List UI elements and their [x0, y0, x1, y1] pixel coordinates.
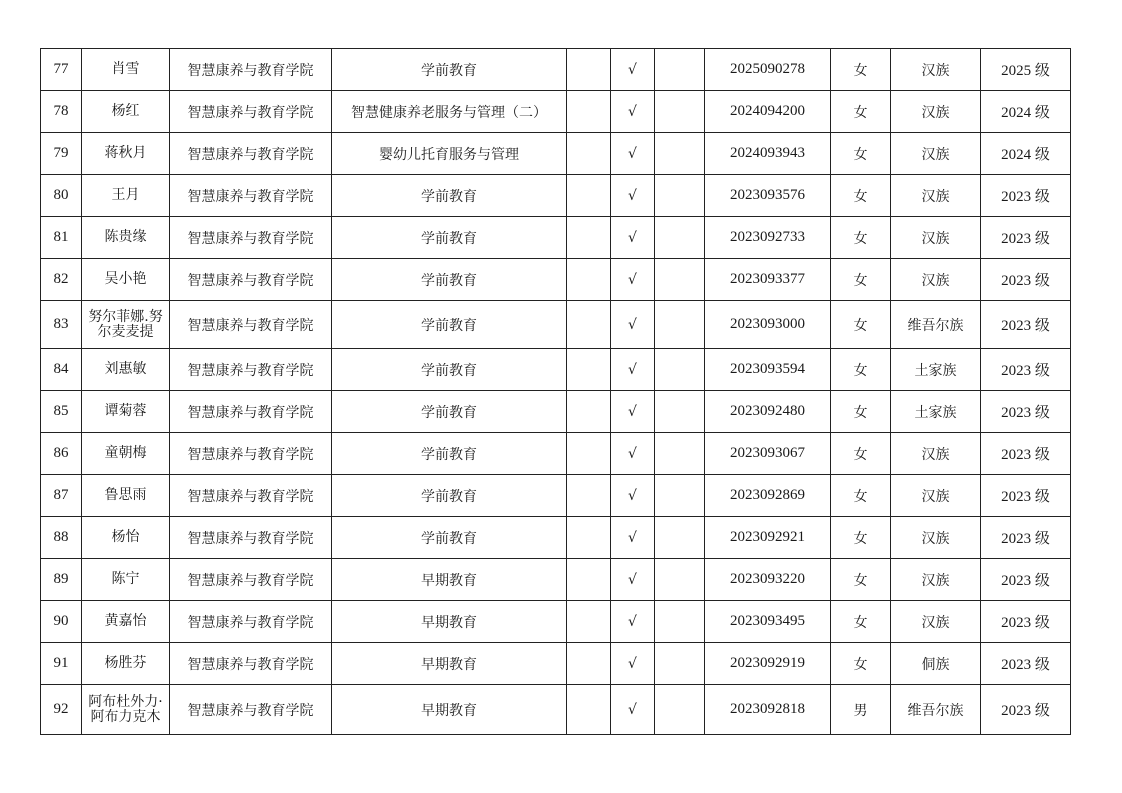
major: 早期教育 — [332, 559, 567, 601]
table-row — [41, 643, 1071, 685]
gender: 女 — [831, 49, 891, 91]
major: 学前教育 — [332, 217, 567, 259]
student-id: 2023092919 — [705, 643, 831, 685]
row-number: 80 — [41, 175, 82, 217]
check-mark: √ — [611, 175, 655, 217]
blank-cell — [655, 643, 705, 685]
check-mark: √ — [611, 475, 655, 517]
check-mark: √ — [611, 217, 655, 259]
major: 早期教育 — [332, 601, 567, 643]
student-name: 童朝梅 — [82, 433, 170, 475]
row-number: 90 — [41, 601, 82, 643]
student-id: 2023092869 — [705, 475, 831, 517]
grade: 2023 级 — [981, 175, 1071, 217]
gender: 女 — [831, 391, 891, 433]
row-number: 78 — [41, 91, 82, 133]
student-name: 陈贵缘 — [82, 217, 170, 259]
row-number: 86 — [41, 433, 82, 475]
blank-cell — [567, 91, 611, 133]
ethnicity: 汉族 — [891, 259, 981, 301]
ethnicity: 侗族 — [891, 643, 981, 685]
blank-cell — [655, 175, 705, 217]
college: 智慧康养与教育学院 — [170, 133, 332, 175]
blank-cell — [567, 301, 611, 349]
college: 智慧康养与教育学院 — [170, 559, 332, 601]
table-row — [41, 391, 1071, 433]
grade: 2023 级 — [981, 643, 1071, 685]
blank-cell — [655, 391, 705, 433]
student-id: 2023093377 — [705, 259, 831, 301]
blank-cell — [567, 517, 611, 559]
major: 学前教育 — [332, 475, 567, 517]
check-mark: √ — [611, 685, 655, 735]
grade: 2023 级 — [981, 259, 1071, 301]
ethnicity: 汉族 — [891, 601, 981, 643]
major: 学前教育 — [332, 301, 567, 349]
blank-cell — [655, 601, 705, 643]
grade: 2023 级 — [981, 475, 1071, 517]
grade: 2023 级 — [981, 301, 1071, 349]
student-id: 2023093000 — [705, 301, 831, 349]
table-row — [41, 133, 1071, 175]
student-roster-table — [40, 48, 1071, 735]
row-number: 82 — [41, 259, 82, 301]
blank-cell — [567, 175, 611, 217]
major: 学前教育 — [332, 49, 567, 91]
grade: 2025 级 — [981, 49, 1071, 91]
blank-cell — [567, 559, 611, 601]
gender: 女 — [831, 559, 891, 601]
grade: 2023 级 — [981, 517, 1071, 559]
check-mark: √ — [611, 49, 655, 91]
table-row — [41, 433, 1071, 475]
blank-cell — [567, 259, 611, 301]
blank-cell — [567, 349, 611, 391]
table-row — [41, 349, 1071, 391]
ethnicity: 维吾尔族 — [891, 301, 981, 349]
student-id: 2025090278 — [705, 49, 831, 91]
blank-cell — [567, 433, 611, 475]
student-id: 2023093576 — [705, 175, 831, 217]
student-id: 2023093594 — [705, 349, 831, 391]
major: 学前教育 — [332, 391, 567, 433]
ethnicity: 土家族 — [891, 349, 981, 391]
major: 学前教育 — [332, 433, 567, 475]
blank-cell — [655, 301, 705, 349]
table-row — [41, 517, 1071, 559]
grade: 2023 级 — [981, 601, 1071, 643]
college: 智慧康养与教育学院 — [170, 391, 332, 433]
check-mark: √ — [611, 301, 655, 349]
student-name: 黄嘉怡 — [82, 601, 170, 643]
gender: 女 — [831, 643, 891, 685]
ethnicity: 维吾尔族 — [891, 685, 981, 735]
college: 智慧康养与教育学院 — [170, 91, 332, 133]
grade: 2023 级 — [981, 391, 1071, 433]
blank-cell — [655, 559, 705, 601]
check-mark: √ — [611, 433, 655, 475]
major: 早期教育 — [332, 643, 567, 685]
college: 智慧康养与教育学院 — [170, 49, 332, 91]
roster-body — [41, 49, 1071, 735]
student-name: 阿布杜外力·阿布力克木 — [82, 685, 170, 735]
student-name: 谭菊蓉 — [82, 391, 170, 433]
gender: 女 — [831, 175, 891, 217]
gender: 男 — [831, 685, 891, 735]
college: 智慧康养与教育学院 — [170, 175, 332, 217]
table-row — [41, 49, 1071, 91]
row-number: 79 — [41, 133, 82, 175]
student-name: 鲁思雨 — [82, 475, 170, 517]
student-name: 蒋秋月 — [82, 133, 170, 175]
table-row — [41, 475, 1071, 517]
student-name: 王月 — [82, 175, 170, 217]
check-mark: √ — [611, 517, 655, 559]
grade: 2023 级 — [981, 217, 1071, 259]
gender: 女 — [831, 217, 891, 259]
student-name: 杨胜芬 — [82, 643, 170, 685]
blank-cell — [655, 259, 705, 301]
major: 学前教育 — [332, 349, 567, 391]
blank-cell — [655, 49, 705, 91]
student-id: 2023092921 — [705, 517, 831, 559]
student-name: 肖雪 — [82, 49, 170, 91]
student-id: 2023093495 — [705, 601, 831, 643]
student-id: 2023092818 — [705, 685, 831, 735]
student-name: 陈宁 — [82, 559, 170, 601]
check-mark: √ — [611, 559, 655, 601]
blank-cell — [655, 475, 705, 517]
blank-cell — [655, 349, 705, 391]
row-number: 84 — [41, 349, 82, 391]
ethnicity: 汉族 — [891, 433, 981, 475]
college: 智慧康养与教育学院 — [170, 685, 332, 735]
college: 智慧康养与教育学院 — [170, 217, 332, 259]
blank-cell — [567, 643, 611, 685]
college: 智慧康养与教育学院 — [170, 643, 332, 685]
grade: 2023 级 — [981, 685, 1071, 735]
ethnicity: 土家族 — [891, 391, 981, 433]
row-number: 89 — [41, 559, 82, 601]
student-name: 杨红 — [82, 91, 170, 133]
row-number: 88 — [41, 517, 82, 559]
grade: 2023 级 — [981, 433, 1071, 475]
gender: 女 — [831, 475, 891, 517]
student-id: 2023093067 — [705, 433, 831, 475]
ethnicity: 汉族 — [891, 91, 981, 133]
student-name: 刘惠敏 — [82, 349, 170, 391]
ethnicity: 汉族 — [891, 217, 981, 259]
ethnicity: 汉族 — [891, 475, 981, 517]
student-id: 2023092480 — [705, 391, 831, 433]
student-name: 杨怡 — [82, 517, 170, 559]
gender: 女 — [831, 259, 891, 301]
row-number: 77 — [41, 49, 82, 91]
college: 智慧康养与教育学院 — [170, 259, 332, 301]
major: 婴幼儿托育服务与管理 — [332, 133, 567, 175]
grade: 2023 级 — [981, 559, 1071, 601]
table-row — [41, 301, 1071, 349]
check-mark: √ — [611, 91, 655, 133]
table-row — [41, 259, 1071, 301]
check-mark: √ — [611, 133, 655, 175]
gender: 女 — [831, 133, 891, 175]
check-mark: √ — [611, 349, 655, 391]
check-mark: √ — [611, 601, 655, 643]
blank-cell — [567, 475, 611, 517]
grade: 2024 级 — [981, 133, 1071, 175]
student-name: 吴小艳 — [82, 259, 170, 301]
row-number: 81 — [41, 217, 82, 259]
table-row — [41, 559, 1071, 601]
gender: 女 — [831, 301, 891, 349]
blank-cell — [567, 133, 611, 175]
row-number: 91 — [41, 643, 82, 685]
grade: 2023 级 — [981, 349, 1071, 391]
blank-cell — [567, 217, 611, 259]
college: 智慧康养与教育学院 — [170, 433, 332, 475]
major: 早期教育 — [332, 685, 567, 735]
ethnicity: 汉族 — [891, 49, 981, 91]
check-mark: √ — [611, 391, 655, 433]
row-number: 85 — [41, 391, 82, 433]
blank-cell — [655, 685, 705, 735]
student-id: 2024094200 — [705, 91, 831, 133]
college: 智慧康养与教育学院 — [170, 475, 332, 517]
blank-cell — [567, 601, 611, 643]
table-row — [41, 217, 1071, 259]
ethnicity: 汉族 — [891, 133, 981, 175]
blank-cell — [655, 91, 705, 133]
table-row — [41, 175, 1071, 217]
check-mark: √ — [611, 259, 655, 301]
major: 学前教育 — [332, 259, 567, 301]
ethnicity: 汉族 — [891, 517, 981, 559]
student-name: 努尔菲娜.努尔麦麦提 — [82, 301, 170, 349]
blank-cell — [567, 49, 611, 91]
ethnicity: 汉族 — [891, 559, 981, 601]
major: 智慧健康养老服务与管理（二） — [332, 91, 567, 133]
blank-cell — [655, 217, 705, 259]
blank-cell — [655, 433, 705, 475]
row-number: 87 — [41, 475, 82, 517]
gender: 女 — [831, 91, 891, 133]
check-mark: √ — [611, 643, 655, 685]
blank-cell — [567, 391, 611, 433]
college: 智慧康养与教育学院 — [170, 601, 332, 643]
gender: 女 — [831, 349, 891, 391]
gender: 女 — [831, 601, 891, 643]
major: 学前教育 — [332, 175, 567, 217]
table-row — [41, 91, 1071, 133]
table-row — [41, 601, 1071, 643]
row-number: 83 — [41, 301, 82, 349]
college: 智慧康养与教育学院 — [170, 349, 332, 391]
blank-cell — [655, 133, 705, 175]
college: 智慧康养与教育学院 — [170, 517, 332, 559]
blank-cell — [655, 517, 705, 559]
college: 智慧康养与教育学院 — [170, 301, 332, 349]
gender: 女 — [831, 433, 891, 475]
gender: 女 — [831, 517, 891, 559]
grade: 2024 级 — [981, 91, 1071, 133]
ethnicity: 汉族 — [891, 175, 981, 217]
blank-cell — [567, 685, 611, 735]
student-id: 2023093220 — [705, 559, 831, 601]
major: 学前教育 — [332, 517, 567, 559]
student-id: 2023092733 — [705, 217, 831, 259]
student-id: 2024093943 — [705, 133, 831, 175]
table-row — [41, 685, 1071, 735]
row-number: 92 — [41, 685, 82, 735]
